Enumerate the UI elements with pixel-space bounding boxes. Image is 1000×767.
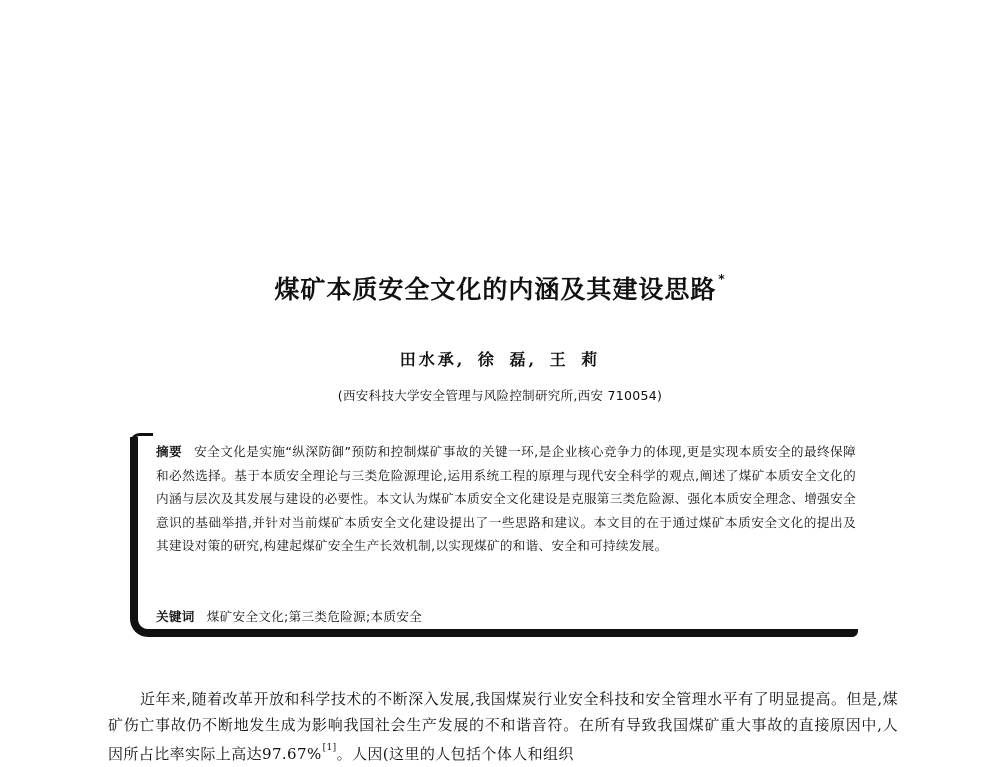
body-text-part-2: 。人因(这里的人包括个体人和组织: [336, 745, 574, 763]
keywords: [156, 606, 856, 625]
abstract: [156, 440, 856, 558]
body-paragraph: [108, 686, 898, 767]
author-list: 田水承, 徐 磊, 王 莉: [399, 350, 601, 369]
paper-title: [0, 270, 1000, 306]
keywords-label: 关键词: [156, 609, 195, 624]
body-text-part-1: 近年来,随着改革开放和科学技术的不断深入发展,我国煤炭行业安全科技和安全管理水平有了明显提高。但是,煤矿伤亡事故仍不断地发生成为影响我国社会生产发展的不和谐音符。在所有导致我国煤矿重大事故的直接原因中,人因所占比率实际上高达97.67%: [108, 690, 898, 763]
abstract-body: 安全文化是实施“纵深防御”预防和控制煤矿事故的关键一环,是企业核心竞争力的体现,更是实现本质安全的最终保障和必然选择。基于本质安全理论与三类危险源理论,运用系统工程的原理与现代安全科学的观点,阐述了煤矿本质安全文化的内涵与层次及其发展与建设的必要性。本文认为煤矿本质安全文化建设是克服第三类危险源、强化本质安全理念、增强安全意识的基础举措,并针对当前煤矿本质安全文化建设提出了一些思路和建议。本文目的在于通过煤矿本质安全文化的提出及其建设对策的研究,构建起煤矿安全生产长效机制,以实现煤矿的和谐、安全和可持续发展。: [156, 444, 856, 553]
keywords-body: 煤矿安全文化;第三类危险源;本质安全: [206, 609, 423, 624]
citation-ref: [1]: [322, 743, 337, 753]
author-affiliation: (西安科技大学安全管理与风险控制研究所,西安 710054): [337, 388, 663, 403]
title-footnote-mark: *: [718, 271, 726, 286]
abstract-label: 摘要: [156, 444, 183, 459]
paper-title-text: 煤矿本质安全文化的内涵及其建设思路: [274, 275, 717, 304]
